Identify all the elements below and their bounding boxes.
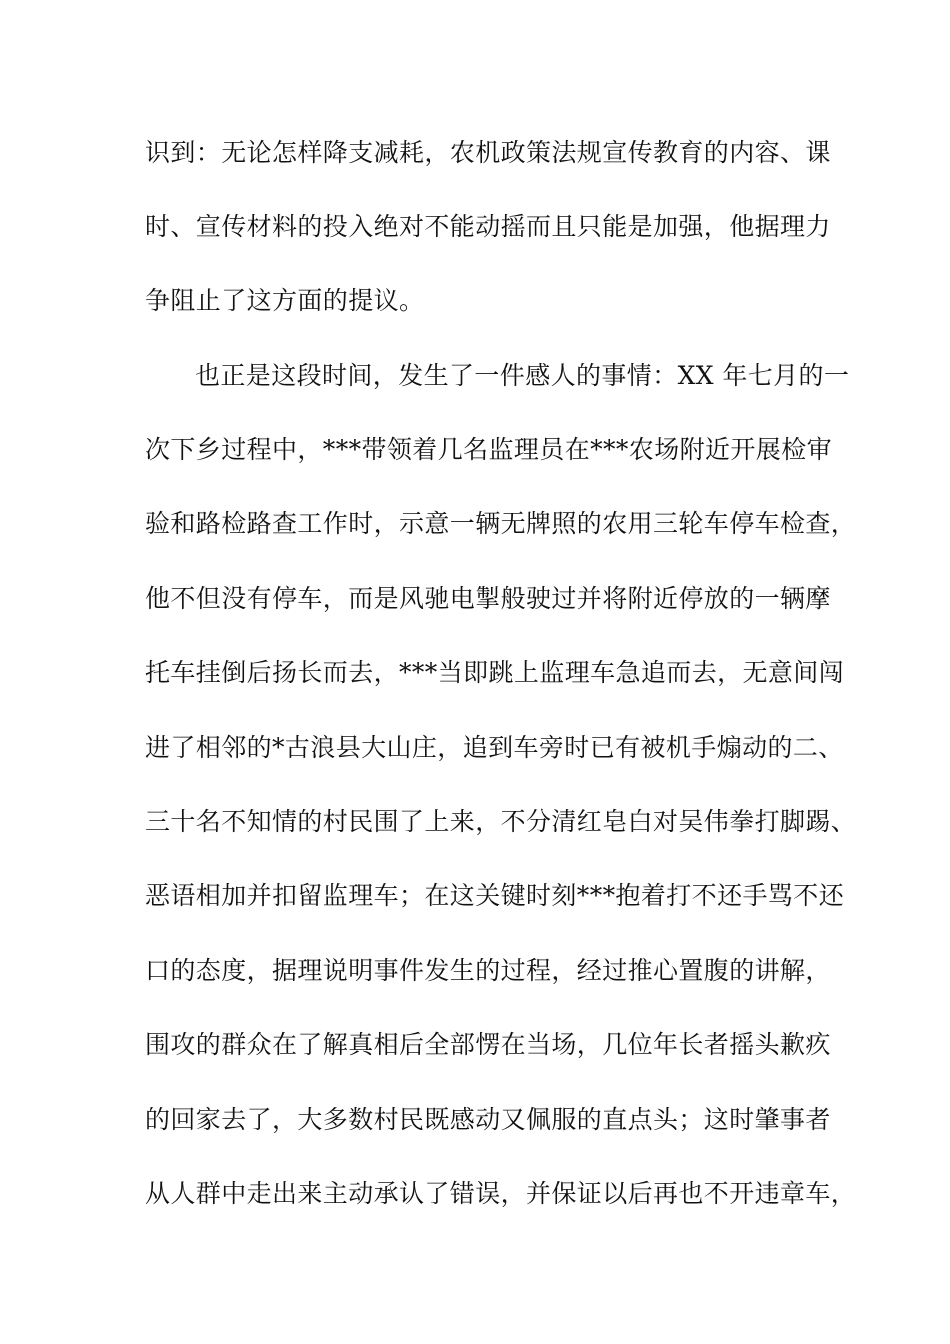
paragraph-first-line: 也正是这段时间，发生了一件感人的事情：XX 年七月的一 xyxy=(195,361,850,390)
text-line: 口的态度，据理说明事件发生的过程，经过推心置腹的讲解， xyxy=(145,956,831,985)
text-line: 次下乡过程中，***带领着几名监理员在***农场附近开展检审 xyxy=(145,435,833,464)
text-line: 时、宣传材料的投入绝对不能动摇而且只能是加强，他据理力 xyxy=(145,212,831,241)
text-line: 他不但没有停车，而是风驰电掣般驶过并将附近停放的一辆摩 xyxy=(145,584,831,613)
text-line: 托车挂倒后扬长而去，***当即跳上监理车急追而去，无意间闯 xyxy=(145,658,845,687)
text-line: 围攻的群众在了解真相后全部愣在当场，几位年长者摇头歉疚 xyxy=(145,1030,831,1059)
text-line: 恶语相加并扣留监理车；在这关键时刻***抱着打不还手骂不还 xyxy=(145,881,845,910)
text-line: 的回家去了，大多数村民既感动又佩服的直点头；这时肇事者 xyxy=(145,1105,831,1134)
text-line: 识到：无论怎样降支减耗，农机政策法规宣传教育的内容、课 xyxy=(145,138,831,167)
text-line: 三十名不知情的村民围了上来，不分清红皂白对吴伟拳打脚踢、 xyxy=(145,807,857,836)
text-line: 争阻止了这方面的提议。 xyxy=(145,286,425,315)
text-line: 进了相邻的*古浪县大山庄，追到车旁时已有被机手煽动的二、 xyxy=(145,733,844,762)
text-line: 验和路检路查工作时，示意一辆无牌照的农用三轮车停车检查， xyxy=(145,509,857,538)
text-line: 从人群中走出来主动承认了错误，并保证以后再也不开违章车， xyxy=(145,1179,857,1208)
